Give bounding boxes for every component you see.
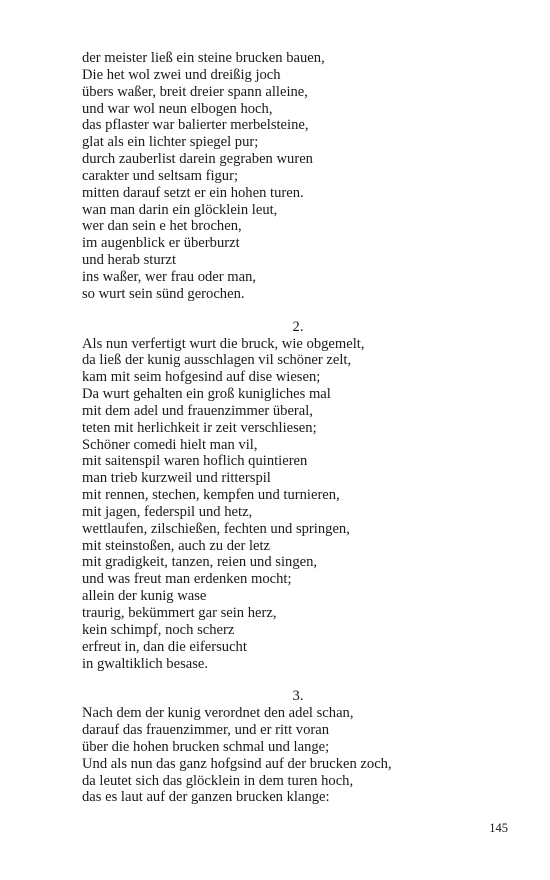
verse-line: mit steinstoßen, auch zu der letz — [82, 537, 271, 554]
verse-line: wan man darin ein glöcklein leut, — [82, 201, 278, 218]
verse-line: im augenblick er überburzt — [82, 235, 240, 252]
verse-line: teten mit herlichkeit ir zeit verschliesen; — [82, 419, 317, 436]
verse-line: Da wurt gehalten ein groß kunigliches mal — [82, 386, 331, 403]
verse-line: mit gradigkeit, tanzen, reien und singen, — [82, 554, 318, 571]
verse-line: carakter und seltsam figur; — [82, 167, 239, 184]
verse-line: Die het wol zwei und dreißig joch — [82, 66, 281, 83]
verse-line: traurig, bekümmert gar sein herz, — [82, 605, 277, 621]
stanza-number: 3. — [292, 688, 304, 705]
poem-text-body — [82, 50, 502, 806]
verse-line: erfreut in, dan die eifersucht — [82, 638, 247, 655]
verse-line: und was freut man erdenken mocht; — [82, 571, 292, 588]
verse-line: der meister ließ ein steine brucken bauen, — [82, 50, 325, 66]
verse-line: mit saitenspil waren hoflich quintieren — [82, 453, 308, 470]
verse-line: übers waßer, breit dreier spann alleine, — [82, 83, 308, 100]
verse-line: über die hohen brucken schmal und lange; — [82, 738, 330, 755]
verse-line: das pflaster war balierter merbelsteine, — [82, 117, 309, 134]
verse-line: mit jagen, federspil und hetz, — [82, 503, 253, 520]
stanza-1 — [82, 50, 502, 303]
verse-line: und war wol neun elbogen hoch, — [82, 100, 273, 117]
verse-line: mit dem adel und frauenzimmer überal, — [82, 402, 313, 419]
stanza-number: 2. — [292, 318, 304, 335]
verse-line: und herab sturzt — [82, 252, 177, 269]
verse-line: wettlaufen, zilschießen, fechten und springen, — [82, 520, 350, 537]
stanza-3 — [82, 688, 502, 806]
verse-line: da leutet sich das glöcklein in dem turen hoch, — [82, 772, 354, 789]
verse-line: so wurt sein sünd gerochen. — [82, 285, 245, 302]
verse-line: darauf das frauenzimmer, und er ritt voran — [82, 722, 329, 739]
verse-line: Als nun verfertigt wurt die bruck, wie obgemelt, — [82, 335, 365, 352]
verse-line: Schöner comedi hielt man vil, — [82, 436, 258, 453]
verse-line: kam mit seim hofgesind auf dise wiesen; — [82, 369, 321, 386]
verse-line: man trieb kurzweil und ritterspil — [82, 470, 271, 487]
verse-line: Nach dem der kunig verordnet den adel schan, — [82, 705, 354, 722]
verse-line: da ließ der kunig ausschlagen vil schöner zelt, — [82, 352, 352, 369]
verse-line: mitten darauf setzt er ein hohen turen. — [82, 184, 304, 201]
verse-line: kein schimpf, noch scherz — [82, 621, 235, 638]
verse-line: durch zauberlist darein gegraben wuren — [82, 151, 313, 168]
verse-line: das es laut auf der ganzen brucken klange: — [82, 789, 330, 806]
verse-line: Und als nun das ganz hofgsind auf der brucken zoch, — [82, 755, 392, 772]
verse-line: wer dan sein e het brochen, — [82, 218, 242, 235]
verse-line: glat als ein lichter spiegel pur; — [82, 134, 259, 151]
page-number: 145 — [489, 821, 508, 835]
stanza-2 — [82, 319, 502, 673]
verse-line: mit rennen, stechen, kempfen und turnieren, — [82, 487, 340, 504]
verse-line: allein der kunig wase — [82, 588, 207, 605]
verse-line: ins waßer, wer frau oder man, — [82, 268, 257, 285]
verse-line: in gwaltiklich besase. — [82, 655, 209, 672]
